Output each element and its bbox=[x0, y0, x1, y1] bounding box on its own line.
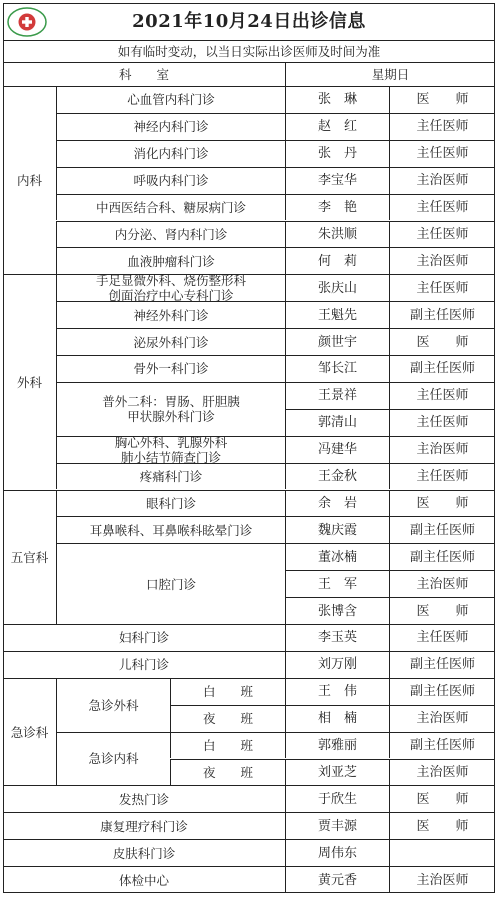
doctor-title: 主任医师 bbox=[389, 194, 495, 221]
emergency-surgery: 急诊外科 bbox=[56, 678, 170, 732]
doctor-title: 主任医师 bbox=[389, 274, 495, 301]
doctor-title: 主治医师 bbox=[389, 167, 495, 194]
clinic-name: 内分泌、肾内科门诊 bbox=[56, 221, 285, 248]
shift-cell: 白 班 bbox=[170, 732, 285, 759]
group-jizhen: 急诊科 bbox=[3, 678, 56, 786]
doctor-title: 主任医师 bbox=[389, 463, 495, 490]
doctor-name: 张博含 bbox=[285, 597, 389, 624]
doctor-name: 张庆山 bbox=[285, 274, 389, 301]
doctor-name: 冯建华 bbox=[285, 436, 389, 463]
clinic-name: 骨外一科门诊 bbox=[56, 355, 285, 382]
doctor-title: 主治医师 bbox=[389, 436, 495, 463]
clinic-name: 泌尿外科门诊 bbox=[56, 328, 285, 355]
doctor-name: 刘亚芝 bbox=[285, 759, 389, 786]
doctor-title: 主任医师 bbox=[389, 382, 495, 409]
doctor-name: 魏庆霞 bbox=[285, 516, 389, 543]
doctor-name: 李 艳 bbox=[285, 194, 389, 221]
clinic-name: 消化内科门诊 bbox=[56, 140, 285, 167]
doctor-title: 副主任医师 bbox=[389, 678, 495, 705]
doctor-name: 邹长江 bbox=[285, 355, 389, 382]
doctor-title: 医 师 bbox=[389, 86, 495, 113]
doctor-name: 余 岩 bbox=[285, 490, 389, 517]
clinic-name: 中西医结合科、糖尿病门诊 bbox=[56, 194, 285, 221]
doctor-name: 王 伟 bbox=[285, 678, 389, 705]
doctor-title: 医 师 bbox=[389, 597, 495, 624]
shift-cell: 白 班 bbox=[170, 678, 285, 705]
doctor-name: 于欣生 bbox=[285, 785, 389, 812]
group-waike: 外科 bbox=[3, 274, 56, 489]
doctor-title: 主治医师 bbox=[389, 705, 495, 732]
doctor-name: 王金秋 bbox=[285, 463, 389, 490]
doctor-title: 医 师 bbox=[389, 328, 495, 355]
clinic-name: 疼痛科门诊 bbox=[56, 463, 285, 490]
clinic-name: 神经内科门诊 bbox=[56, 113, 285, 140]
doctor-title: 主任医师 bbox=[389, 221, 495, 248]
clinic-name: 发热门诊 bbox=[3, 785, 285, 812]
doctor-title: 主任医师 bbox=[389, 409, 495, 436]
doctor-name: 王魁先 bbox=[285, 301, 389, 328]
doctor-title: 主任医师 bbox=[389, 624, 495, 651]
doctor-title: 医 师 bbox=[389, 490, 495, 517]
clinic-name: 眼科门诊 bbox=[56, 490, 285, 517]
doctor-name: 何 莉 bbox=[285, 247, 389, 274]
clinic-name: 口腔门诊 bbox=[56, 543, 285, 624]
doctor-name: 相 楠 bbox=[285, 705, 389, 732]
clinic-name: 神经外科门诊 bbox=[56, 301, 285, 328]
doctor-title: 副主任医师 bbox=[389, 732, 495, 759]
page-title: 2021年10月24日出诊信息 bbox=[132, 11, 366, 32]
doctor-title: 主治医师 bbox=[389, 759, 495, 786]
doctor-title: 主治医师 bbox=[389, 570, 495, 597]
group-neike: 内科 bbox=[3, 86, 56, 274]
doctor-title: 主任医师 bbox=[389, 113, 495, 140]
doctor-title: 医 师 bbox=[389, 785, 495, 812]
clinic-name: 儿科门诊 bbox=[3, 651, 285, 678]
doctor-title: 副主任医师 bbox=[389, 516, 495, 543]
doctor-name: 李玉英 bbox=[285, 624, 389, 651]
doctor-name: 周伟东 bbox=[285, 839, 389, 866]
emergency-internal: 急诊内科 bbox=[56, 732, 170, 786]
clinic-name: 胸心外科、乳腺外科 肺小结节筛查门诊 bbox=[56, 436, 285, 463]
doctor-name: 贾丰源 bbox=[285, 812, 389, 839]
doctor-name: 郭雅丽 bbox=[285, 732, 389, 759]
doctor-name: 李宝华 bbox=[285, 167, 389, 194]
doctor-title: 主任医师 bbox=[389, 140, 495, 167]
doctor-title: 副主任医师 bbox=[389, 355, 495, 382]
doctor-name: 刘万刚 bbox=[285, 651, 389, 678]
header-department: 科 室 bbox=[3, 62, 285, 86]
doctor-title: 副主任医师 bbox=[389, 651, 495, 678]
clinic-name: 心血管内科门诊 bbox=[56, 86, 285, 113]
doctor-title: 主治医师 bbox=[389, 247, 495, 274]
group-wuguan: 五官科 bbox=[3, 490, 56, 625]
doctor-name: 黄元香 bbox=[285, 866, 389, 893]
clinic-name: 普外二科：胃肠、肝胆胰 甲状腺外科门诊 bbox=[56, 382, 285, 436]
table-frame bbox=[3, 3, 495, 893]
doctor-name: 张 琳 bbox=[285, 86, 389, 113]
doctor-name: 王 军 bbox=[285, 570, 389, 597]
doctor-name: 王景祥 bbox=[285, 382, 389, 409]
doctor-name: 颜世宇 bbox=[285, 328, 389, 355]
clinic-name: 手足显微外科、烧伤整形科 创面治疗中心专科门诊 bbox=[56, 274, 285, 301]
clinic-name: 康复理疗科门诊 bbox=[3, 812, 285, 839]
clinic-name: 血液肿瘤科门诊 bbox=[56, 247, 285, 274]
doctor-title: 医 师 bbox=[389, 812, 495, 839]
doctor-title: 副主任医师 bbox=[389, 543, 495, 570]
doctor-title: 主治医师 bbox=[389, 866, 495, 893]
doctor-title: 副主任医师 bbox=[389, 301, 495, 328]
shift-cell: 夜 班 bbox=[170, 705, 285, 732]
doctor-name: 朱洪顺 bbox=[285, 221, 389, 248]
doctor-name: 郭清山 bbox=[285, 409, 389, 436]
clinic-name: 妇科门诊 bbox=[3, 624, 285, 651]
clinic-name: 呼吸内科门诊 bbox=[56, 167, 285, 194]
clinic-name: 皮肤科门诊 bbox=[3, 839, 285, 866]
clinic-name: 耳鼻喉科、耳鼻喉科眩晕门诊 bbox=[56, 516, 285, 543]
doctor-name: 赵 红 bbox=[285, 113, 389, 140]
notice-text: 如有临时变动，以当日实际出诊医师及时间为准 bbox=[3, 40, 495, 62]
doctor-name: 董冰楠 bbox=[285, 543, 389, 570]
doctor-name: 张 丹 bbox=[285, 140, 389, 167]
clinic-name: 体检中心 bbox=[3, 866, 285, 893]
shift-cell: 夜 班 bbox=[170, 759, 285, 786]
header-sunday: 星期日 bbox=[285, 62, 495, 86]
